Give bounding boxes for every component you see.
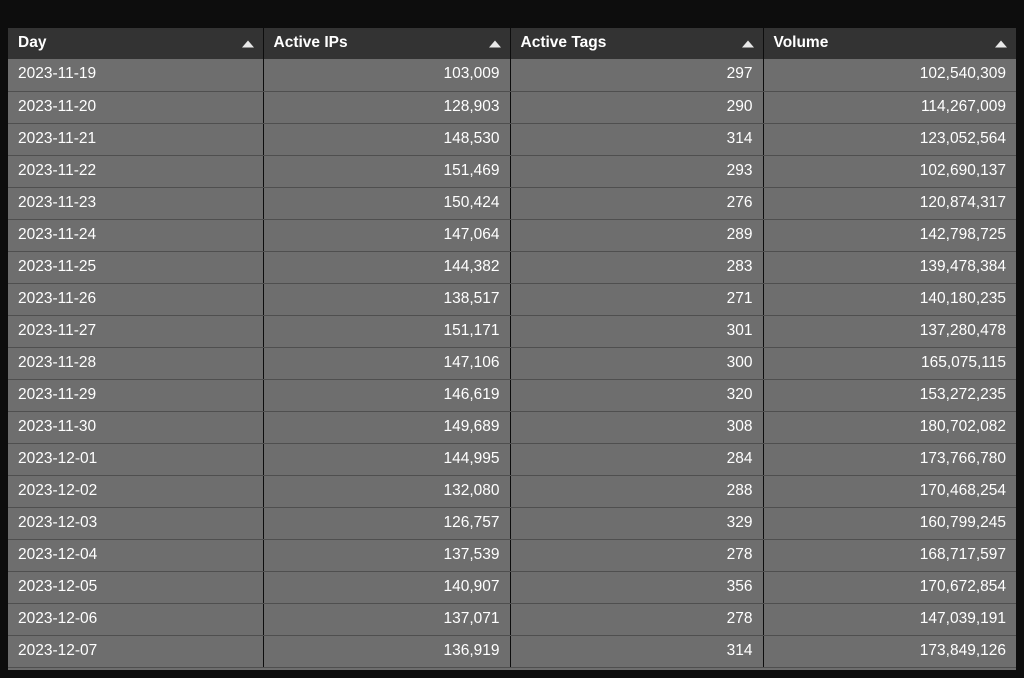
- cell-volume: 142,798,725: [763, 219, 1016, 251]
- column-header-volume[interactable]: [763, 28, 1016, 59]
- cell-active-ips: 144,995: [263, 443, 510, 475]
- table-header-row: [8, 28, 1016, 59]
- cell-active-tags: 278: [510, 539, 763, 571]
- table-row[interactable]: [8, 379, 1016, 411]
- cell-active-tags: 290: [510, 91, 763, 123]
- cell-active-ips: 149,689: [263, 411, 510, 443]
- cell-active-ips: 147,106: [263, 347, 510, 379]
- cell-active-tags: 329: [510, 507, 763, 539]
- cell-volume: 153,272,235: [763, 379, 1016, 411]
- cell-day: 2023-12-01: [8, 443, 263, 475]
- cell-volume: 102,540,309: [763, 59, 1016, 91]
- table-row[interactable]: [8, 443, 1016, 475]
- cell-day: 2023-11-28: [8, 347, 263, 379]
- cell-active-tags: 356: [510, 571, 763, 603]
- cell-day: 2023-11-19: [8, 59, 263, 91]
- cell-active-tags: 308: [510, 411, 763, 443]
- cell-active-tags: 284: [510, 443, 763, 475]
- cell-day: 2023-11-24: [8, 219, 263, 251]
- table-row[interactable]: [8, 411, 1016, 443]
- table-row[interactable]: [8, 475, 1016, 507]
- sort-ascending-icon[interactable]: [489, 40, 501, 47]
- cell-volume: 102,690,137: [763, 155, 1016, 187]
- column-header-day[interactable]: [8, 28, 263, 59]
- cell-active-ips: 128,903: [263, 91, 510, 123]
- cell-active-ips: 103,009: [263, 59, 510, 91]
- table-header: [8, 28, 1016, 59]
- cell-day: 2023-11-25: [8, 251, 263, 283]
- table-row[interactable]: [8, 251, 1016, 283]
- cell-day: 2023-12-06: [8, 603, 263, 635]
- table-row[interactable]: [8, 123, 1016, 155]
- cell-volume: 170,468,254: [763, 475, 1016, 507]
- cell-day: 2023-11-20: [8, 91, 263, 123]
- cell-day: 2023-11-22: [8, 155, 263, 187]
- cell-volume: 139,478,384: [763, 251, 1016, 283]
- cell-volume: 137,280,478: [763, 315, 1016, 347]
- cell-volume: 123,052,564: [763, 123, 1016, 155]
- cell-volume: 173,766,780: [763, 443, 1016, 475]
- cell-active-ips: 146,619: [263, 379, 510, 411]
- cell-volume: 165,075,115: [763, 347, 1016, 379]
- cell-volume: 114,267,009: [763, 91, 1016, 123]
- cell-volume: 140,180,235: [763, 283, 1016, 315]
- cell-active-ips: 148,530: [263, 123, 510, 155]
- table-row[interactable]: [8, 91, 1016, 123]
- column-header-day-label: Day: [18, 34, 47, 51]
- table-row[interactable]: [8, 219, 1016, 251]
- cell-day: 2023-11-27: [8, 315, 263, 347]
- daily-metrics-table: [8, 28, 1016, 668]
- cell-day: 2023-11-23: [8, 187, 263, 219]
- column-header-active-tags-label: Active Tags: [520, 34, 607, 51]
- table-body: [8, 59, 1016, 667]
- cell-day: 2023-12-03: [8, 507, 263, 539]
- cell-active-tags: 276: [510, 187, 763, 219]
- cell-active-ips: 150,424: [263, 187, 510, 219]
- cell-active-ips: 151,171: [263, 315, 510, 347]
- column-header-volume-label: Volume: [773, 34, 829, 51]
- cell-day: 2023-12-02: [8, 475, 263, 507]
- sort-ascending-icon[interactable]: [242, 40, 254, 47]
- table-row[interactable]: [8, 571, 1016, 603]
- cell-day: 2023-12-07: [8, 635, 263, 667]
- column-header-active-ips-label: Active IPs: [273, 34, 348, 51]
- cell-active-ips: 137,071: [263, 603, 510, 635]
- cell-day: 2023-11-29: [8, 379, 263, 411]
- cell-active-ips: 126,757: [263, 507, 510, 539]
- cell-volume: 170,672,854: [763, 571, 1016, 603]
- cell-volume: 173,849,126: [763, 635, 1016, 667]
- cell-active-ips: 147,064: [263, 219, 510, 251]
- table-row[interactable]: [8, 315, 1016, 347]
- table-row[interactable]: [8, 187, 1016, 219]
- data-table-container[interactable]: [8, 28, 1016, 670]
- table-row[interactable]: [8, 603, 1016, 635]
- sort-ascending-icon[interactable]: [995, 40, 1007, 47]
- cell-active-tags: 320: [510, 379, 763, 411]
- cell-day: 2023-11-30: [8, 411, 263, 443]
- cell-active-tags: 297: [510, 59, 763, 91]
- sort-ascending-icon[interactable]: [742, 40, 754, 47]
- cell-active-tags: 314: [510, 635, 763, 667]
- cell-active-tags: 300: [510, 347, 763, 379]
- cell-active-ips: 140,907: [263, 571, 510, 603]
- cell-active-tags: 288: [510, 475, 763, 507]
- cell-day: 2023-12-05: [8, 571, 263, 603]
- cell-day: 2023-11-26: [8, 283, 263, 315]
- cell-active-ips: 144,382: [263, 251, 510, 283]
- cell-volume: 120,874,317: [763, 187, 1016, 219]
- table-row[interactable]: [8, 59, 1016, 91]
- cell-active-tags: 314: [510, 123, 763, 155]
- column-header-active-ips[interactable]: [263, 28, 510, 59]
- table-row[interactable]: [8, 347, 1016, 379]
- cell-volume: 168,717,597: [763, 539, 1016, 571]
- table-row[interactable]: [8, 507, 1016, 539]
- cell-active-tags: 289: [510, 219, 763, 251]
- cell-active-tags: 278: [510, 603, 763, 635]
- cell-volume: 147,039,191: [763, 603, 1016, 635]
- cell-active-tags: 293: [510, 155, 763, 187]
- cell-active-ips: 132,080: [263, 475, 510, 507]
- cell-active-ips: 137,539: [263, 539, 510, 571]
- cell-active-tags: 301: [510, 315, 763, 347]
- table-row[interactable]: [8, 155, 1016, 187]
- cell-day: 2023-12-04: [8, 539, 263, 571]
- cell-day: 2023-11-21: [8, 123, 263, 155]
- table-row[interactable]: [8, 539, 1016, 571]
- cell-active-tags: 283: [510, 251, 763, 283]
- cell-active-ips: 151,469: [263, 155, 510, 187]
- cell-volume: 160,799,245: [763, 507, 1016, 539]
- column-header-active-tags[interactable]: [510, 28, 763, 59]
- cell-active-ips: 138,517: [263, 283, 510, 315]
- table-row[interactable]: [8, 635, 1016, 667]
- cell-active-ips: 136,919: [263, 635, 510, 667]
- cell-active-tags: 271: [510, 283, 763, 315]
- table-row[interactable]: [8, 283, 1016, 315]
- cell-volume: 180,702,082: [763, 411, 1016, 443]
